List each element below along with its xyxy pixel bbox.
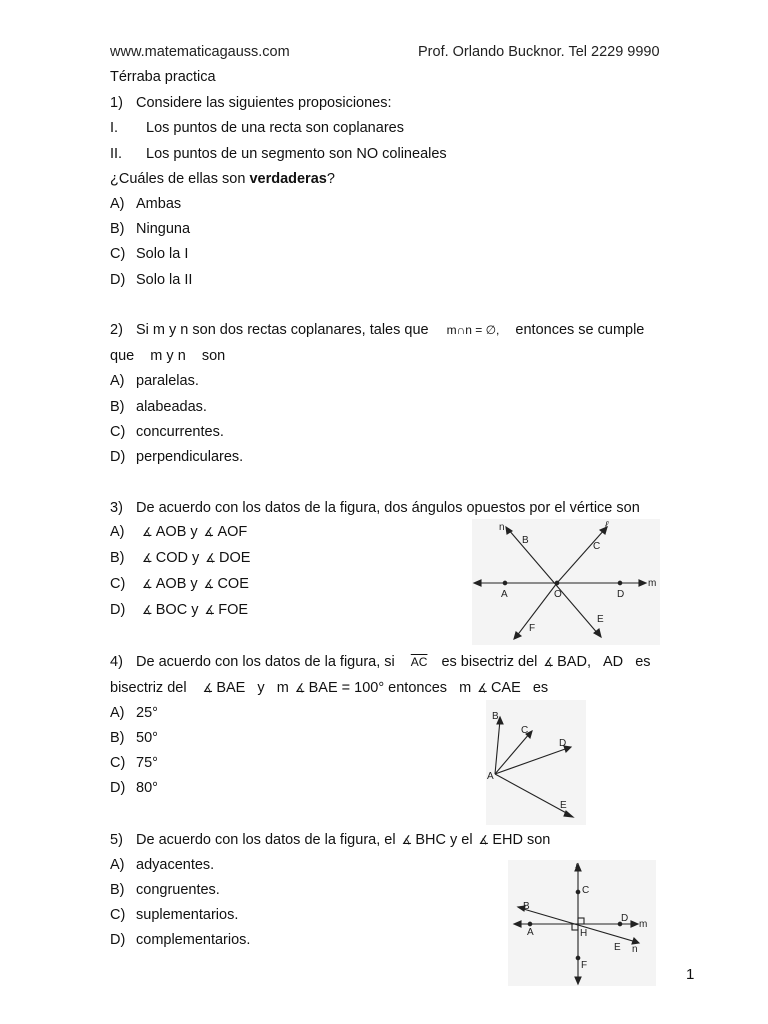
q5-option-c[interactable] [110,906,238,924]
option-letter: D) [110,780,126,796]
q2-number: 2) [110,322,123,338]
option-text: Ninguna [136,221,191,237]
angle-icon: ∡ [204,603,216,617]
option-letter: D) [110,932,126,948]
q1-ask-post: ? [326,171,335,187]
option-text: Ambas [136,196,182,212]
angle-icon: ∡ [142,577,153,591]
q2-option-b[interactable] [110,398,207,416]
q4-figure-svg [486,700,586,825]
q2-line2: que m y n son [110,348,226,364]
q3-stem-text: De acuerdo con los datos de la figura, dos ángulos opuestos por el vértice son [136,500,640,516]
q3-number: 3) [110,500,123,516]
option-text: 75° [136,755,158,771]
option-text: FOE [218,602,249,618]
angle-icon: ∡ [543,655,555,669]
prop-text: Los puntos de un segmento son NO colineales [146,146,447,162]
q4-line2 [110,679,548,697]
q1-number: 1) [110,95,123,111]
label-m: m [648,578,657,589]
q4-option-a[interactable] [110,704,158,722]
label-m: m [639,919,648,930]
point-a [503,581,507,585]
option-letter: D) [110,602,126,618]
option-letter: A) [110,705,125,721]
option-text: suplementarios. [136,907,239,923]
option-text: congruentes. [136,882,220,898]
q2-option-c[interactable] [110,423,224,441]
q4-figure [486,700,586,825]
label-d: D [621,913,629,924]
label-a: A [527,927,534,938]
q1-ask-bold: verdaderas [249,171,327,187]
q5-option-d[interactable] [110,931,250,949]
label-e: E [614,942,621,953]
option-letter: C) [110,424,126,440]
q2-formula: m∩n = ∅, [446,323,500,337]
prop-numeral: I. [110,120,119,136]
q5-angle-bhc: BHC y el [415,832,473,848]
q5-option-b[interactable] [110,881,220,899]
option-text: BOC y [155,602,199,618]
q4-stem [110,653,651,671]
option-text: Solo la I [136,246,189,262]
q2-option-a[interactable] [110,372,199,390]
label-a: A [501,589,508,600]
option-text: AOB y [155,524,198,540]
option-text: AOF [217,524,248,540]
option-letter: B) [110,730,125,746]
option-text: 80° [136,780,158,796]
q4-segment-ac: $\overline{AC}$ [410,655,428,669]
label-b: B [522,535,529,546]
q5-stem [110,831,550,849]
q2-option-d[interactable] [110,448,243,466]
option-letter: A) [110,373,125,389]
q4-stem-3: AD es [603,654,651,670]
label-n: n [632,944,638,955]
option-letter: C) [110,907,126,923]
q5-stem-1: De acuerdo con los datos de la figura, el [136,832,396,848]
option-letter: C) [110,576,126,592]
q4-option-b[interactable] [110,729,158,747]
q1-option-d[interactable] [110,271,192,289]
point-o [555,581,559,585]
q4-angle-bae-measure: BAE = 100° entonces m [308,680,472,696]
q3-option-a[interactable] [110,523,247,541]
option-letter: C) [110,755,126,771]
q4-stem-2: es bisectriz del [441,654,538,670]
q1-option-c[interactable] [110,245,188,263]
label-l: ℓ [575,862,579,873]
q1-stem [110,94,392,112]
option-text: paralelas. [136,373,199,389]
point-a [528,922,532,926]
label-l: ℓ [605,520,609,531]
q4-angle-bae: BAE y m [216,680,289,696]
label-b: B [492,711,499,722]
option-text: perpendiculares. [136,449,244,465]
header-author: Prof. Orlando Bucknor. Tel 2229 9990 [418,44,660,60]
q1-ask-pre: ¿Cuáles de ellas son [110,171,250,187]
option-letter: D) [110,449,126,465]
label-e: E [560,800,567,811]
angle-icon: ∡ [205,551,217,565]
point-c [576,890,580,894]
option-letter: B) [110,882,125,898]
q1-prop-1 [110,119,404,137]
angle-icon: ∡ [202,681,214,695]
option-letter: B) [110,221,125,237]
q4-option-d[interactable] [110,779,158,797]
figure-background [472,519,660,645]
option-text: adyacentes. [136,857,215,873]
option-letter: A) [110,857,125,873]
angle-icon: ∡ [142,525,153,539]
label-b: B [523,901,530,912]
q3-option-d[interactable] [110,601,248,619]
q5-option-a[interactable] [110,856,214,874]
option-text: 50° [136,730,158,746]
q4-angle-cae: CAE es [490,680,549,696]
angle-icon: ∡ [203,525,215,539]
option-letter: A) [110,524,125,540]
option-letter: B) [110,550,125,566]
label-n: n [499,522,505,533]
prop-text: Los puntos de una recta son coplanares [146,120,404,136]
option-letter: D) [110,272,126,288]
q1-ask [110,170,335,188]
option-text: DOE [219,550,251,566]
option-text: AOB y [155,576,198,592]
q3-figure [472,519,660,645]
angle-icon: ∡ [477,681,488,695]
label-d: D [559,738,567,749]
label-o: O [554,589,562,600]
q4-line2-text: bisectriz del [110,680,187,696]
angle-icon: ∡ [294,681,306,695]
option-text: COE [217,576,249,592]
q3-figure-svg [472,519,660,645]
angle-icon: ∡ [478,833,490,847]
q1-stem-text: Considere las siguientes proposiciones: [136,95,392,111]
label-f: F [529,623,536,634]
document-title: Térraba practica [110,69,216,85]
q1-prop-2 [110,145,447,163]
q2-stem-end: entonces se cumple [515,322,645,338]
q2-stem-text: Si m y n son dos rectas coplanares, tales que [136,322,429,338]
q4-option-c[interactable] [110,754,158,772]
option-text: 25° [136,705,158,721]
q5-angle-ehd: EHD son [492,832,551,848]
q1-option-a[interactable] [110,195,181,213]
option-letter: B) [110,399,125,415]
q4-stem-1: De acuerdo con los datos de la figura, si [136,654,395,670]
q5-figure [508,860,656,986]
label-e: E [597,614,604,625]
label-f: F [581,960,588,971]
label-a: A [487,771,494,782]
option-text: concurrentes. [136,424,224,440]
q5-figure-svg [508,860,656,986]
angle-icon: ∡ [401,833,413,847]
q3-option-b[interactable] [110,549,250,567]
point-d [618,581,622,585]
point-f [576,956,580,960]
option-text: COD y [155,550,200,566]
option-letter: A) [110,196,125,212]
label-c: C [521,725,529,736]
label-c: C [582,885,590,896]
option-letter: C) [110,246,126,262]
label-h: H [580,928,588,939]
q3-stem [110,499,640,517]
option-text: complementarios. [136,932,251,948]
q5-number: 5) [110,832,123,848]
q4-angle-bad: BAD, [557,654,591,670]
page-number: 1 [686,966,695,983]
option-text: Solo la II [136,272,193,288]
q2-stem [110,321,644,339]
option-text: alabeadas. [136,399,207,415]
angle-icon: ∡ [142,603,153,617]
angle-icon: ∡ [203,577,215,591]
q1-option-b[interactable] [110,220,190,238]
q3-option-c[interactable] [110,575,249,593]
label-c: C [593,541,601,552]
label-d: D [617,589,625,600]
header-site: www.matematicagauss.com [110,44,290,60]
q4-number: 4) [110,654,123,670]
prop-numeral: II. [110,146,123,162]
angle-icon: ∡ [142,551,153,565]
